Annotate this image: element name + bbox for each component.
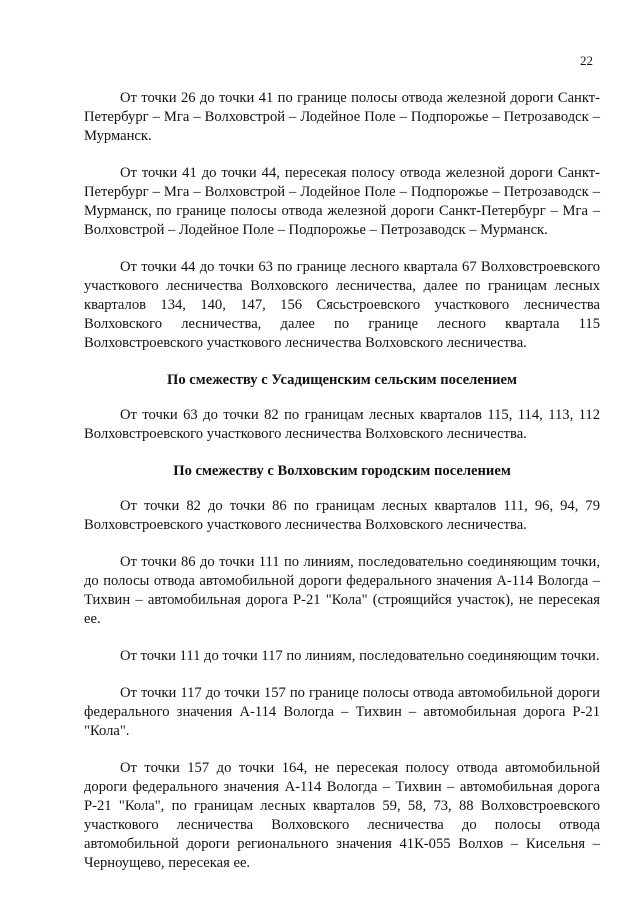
paragraph: От точки 26 до точки 41 по границе полосы отвода железной дороги Санкт-Петербург – Мга – Волховстрой – Лодейное Поле – Подпорожье – Петрозаводск – Мурманск. xyxy=(84,90,600,144)
document-body xyxy=(84,89,600,891)
paragraph: От точки 111 до точки 117 по линиям, последовательно соединяющим точки. xyxy=(120,648,600,664)
paragraph: От точки 44 до точки 63 по границе лесного квартала 67 Волховстроевского участкового лесничества Волховского лесничества, далее по границам лесных кварталов 134, 140, 147, 156 Сясьстроевского участкового лесничества Волховского лесничества, далее по границе лесного квартала 115 Волховстроевского участкового лесничества Волховского лесничества. xyxy=(84,259,600,351)
paragraph: От точки 41 до точки 44, пересекая полосу отвода железной дороги Санкт-Петербург – Мга – Волховстрой – Лодейное Поле – Подпорожье – Петрозаводск – Мурманск, по границе полосы отвода железной дороги Санкт-Петербург – Мга – Волховстрой – Лодейное Поле – Подпорожье – Петрозаводск – Мурманск. xyxy=(84,165,600,238)
paragraph: От точки 82 до точки 86 по границам лесных кварталов 111, 96, 94, 79 Волховстроевского участкового лесничества Волховского лесничества. xyxy=(84,498,600,533)
paragraph: От точки 117 до точки 157 по границе полосы отвода автомобильной дороги федерального значения А-114 Вологда – Тихвин – автомобильная дорога Р-21 "Кола". xyxy=(84,685,600,739)
page-number: 22 xyxy=(580,53,593,68)
paragraph: От точки 86 до точки 111 по линиям, последовательно соединяющим точки, до полосы отвода автомобильной дороги федерального значения А-114 Вологда – Тихвин – автомобильная дорога Р-21 "Кола" (строящийся участок), не пересекая ее. xyxy=(84,554,600,627)
section-heading: По смежеству с Волховским городским поселением xyxy=(173,463,511,479)
section-heading: По смежеству с Усадищенским сельским поселением xyxy=(167,372,517,388)
paragraph: От точки 63 до точки 82 по границам лесных кварталов 115, 114, 113, 112 Волховстроевского участкового лесничества Волховского лесничества. xyxy=(84,407,600,442)
paragraph: От точки 157 до точки 164, не пересекая полосу отвода автомобильной дороги федерального значения А-114 Вологда – Тихвин – автомобильная дорога Р-21 "Кола", по границам лесных кварталов 59, 58, 73, 88 Волховстроевского участкового лесничества Волховского лесничества до полосы отвода автомобильной дороги регионального значения 41К-055 Волхов – Кисельня – Черноущево, пересекая ее. xyxy=(84,760,600,871)
